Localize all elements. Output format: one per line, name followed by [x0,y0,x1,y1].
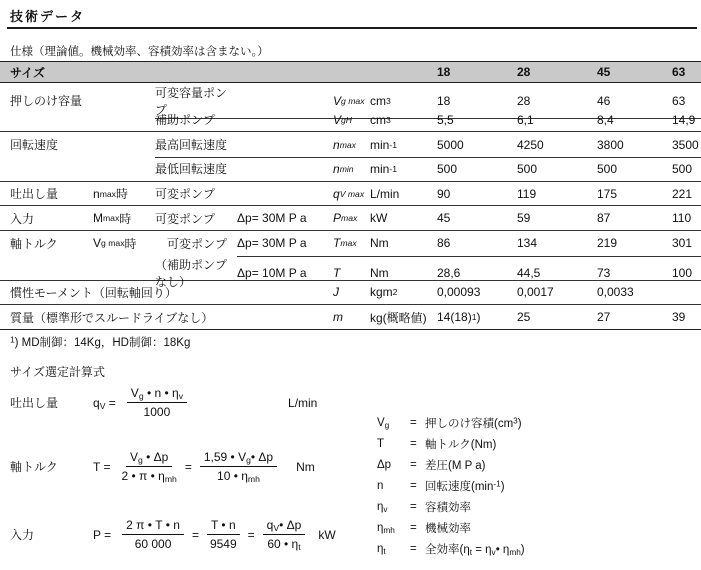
legend-definition: 押しのけ容積$(cm^3)$ [425,415,522,430]
table-row [0,182,701,207]
value-cell: 87 [597,211,611,226]
row-label: 入力 [10,211,35,226]
symbol-legend [377,412,525,559]
row-label: 質量（標準形でスルードライブなし） [10,310,214,325]
fraction-denominator: 9549 [209,537,237,551]
equals-sign: = [410,416,417,429]
equals-sign: = [410,458,417,471]
legend-symbol: $\eta_{mh}$ [377,521,395,535]
row-subitem: 可変容量ポンプ [155,83,237,119]
table-row [0,157,701,182]
row-symbol: n min [333,161,354,176]
fraction-denominator: 2 • π • $\eta_{mh}$ [121,469,177,485]
row-label: 軸トルク [10,236,58,251]
row-label: 押しのけ容量 [10,94,83,108]
row-symbol: P max [333,211,358,226]
row-unit: kW [370,211,388,226]
legend-item [377,433,525,454]
value-cell [672,281,701,305]
row-symbol: V g max [333,83,370,119]
formula-lhs: P = [93,527,112,542]
fraction-denominator: 60 • $\eta_t$ [267,537,301,553]
row-condition: M max 時 [93,211,132,226]
row-condition [93,157,155,181]
fraction-numerator: 2 π • T • n [122,518,184,535]
row-dp: Δp= 30M P a [237,211,307,226]
row-subitem: （補助ポンプなし） [155,257,228,289]
value-cell: 219 [597,231,672,257]
table-row [0,231,701,256]
legend-item [377,475,525,496]
row-unit: min -1 [370,132,437,158]
size-col-18: 18 [437,65,451,79]
row-unit: Nm [370,231,437,257]
footnote: $^1$) MD制御：14Kg，HD制御：18Kg [10,335,191,349]
legend-symbol: $\eta_v$ [377,500,388,514]
value-cell: 0,0017 [517,285,554,300]
table-row [0,305,701,330]
row-subitem: 可変ポンプ [155,211,216,226]
row-unit: cm 3 [370,83,437,119]
row-unit: kgm 2 [370,285,398,300]
row-label: 慣性モーメント（回転軸回り） [10,285,177,300]
value-cell: 28,6 [437,265,461,280]
legend-definition: 全効率($\eta_t$ = $\eta_v•$ $\eta_{mh}$) [425,543,525,557]
formula-unit: kW [318,527,336,542]
value-cell: 134 [517,231,597,257]
row-label [10,157,93,181]
value-cell: 4250 [517,132,597,158]
fraction [127,386,187,419]
value-cell: 500 [597,161,618,176]
value-cell: 3500 [672,132,701,158]
formula-unit: Nm [296,459,315,474]
value-cell: 175 [597,186,618,201]
row-subitem: 補助ポンプ [155,113,216,128]
row-condition: n max 時 [93,186,128,202]
equals-sign: = [410,479,417,492]
fraction-numerator: $V_g$ • n • $\eta_v$ [127,386,187,403]
value-cell: 100 [672,265,693,280]
equals-sign: = [247,527,255,542]
value-cell: 221 [672,186,693,201]
value-cell: 63 [672,83,701,119]
formula-lhs: $q_V$ = [93,395,116,411]
fraction [121,450,176,483]
legend-item [377,454,525,475]
row-unit: min -1 [370,161,398,176]
value-cell: 18 [437,83,517,119]
fraction [122,518,184,551]
row-dp [237,157,333,181]
value-cell: 500 [437,161,458,176]
value-cell: 500 [672,161,693,176]
value-cell: 25 [517,310,531,325]
value-cell: 14(18) 1 ) [437,310,481,325]
row-symbol: J [333,285,339,300]
legend-symbol: n [377,479,384,492]
spec-table [0,61,701,330]
value-cell: 0,0033 [597,285,634,300]
row-label [10,108,93,132]
fraction-denominator: 1000 [143,405,171,419]
row-condition: V g max 時 [93,236,137,251]
fraction-denominator: 10 • $\eta_{mh}$ [217,469,260,485]
equals-sign: = [410,542,417,555]
size-col-45: 45 [597,65,611,79]
page-title: 技術データ [10,9,86,24]
legend-definition: 容積効率 [425,501,471,514]
formula-power [10,518,336,551]
table-row [0,256,701,289]
size-col-63: 63 [672,65,686,79]
value-cell: 73 [597,265,611,280]
row-dp: Δp= 30M P a [237,231,333,257]
value-cell: 39 [672,310,686,325]
value-cell: 3800 [597,132,672,158]
row-unit: cm 3 [370,112,391,127]
row-symbol: T [333,265,341,280]
row-subitem: 可変ポンプ [167,236,228,251]
row-label: 回転速度 [10,138,59,153]
table-row [0,206,701,231]
fraction-numerator: T • n [207,518,240,535]
row-unit: kg(概略値) [370,310,427,325]
value-cell: 8,4 [597,112,614,127]
fraction-numerator: $q_V•$ Δp [263,518,306,535]
legend-symbol: $V_g$ [377,416,390,430]
size-col-28: 28 [517,65,531,79]
legend-item [377,538,525,559]
value-cell: 119 [517,186,537,201]
equals-sign: = [184,459,192,474]
row-dp [237,182,333,206]
fraction-numerator: $V_g$ • Δp [126,450,172,467]
value-cell: 28 [517,83,597,119]
table-header-row [0,61,701,83]
legend-symbol: Δp [377,458,392,471]
value-cell: 14,9 [672,112,696,127]
fraction [200,450,277,483]
formula-label: 吐出し量 [10,396,59,410]
row-dp: Δp= 10M P a [237,265,307,280]
legend-item [377,496,525,517]
spec-note: 仕様（理論値。機械効率、容積効率は含まない。） [10,46,269,58]
fraction [207,518,240,551]
row-unit: L/min [370,186,400,201]
legend-definition: 機械効率 [425,522,471,535]
row-condition [93,132,155,157]
fraction-denominator: 60 000 [134,537,172,551]
value-cell: 6,1 [517,112,534,127]
title-divider [7,27,697,29]
equals-sign: = [191,527,199,542]
row-dp [237,132,333,158]
value-cell: 5,5 [437,112,454,127]
row-symbol: q V max [333,186,365,201]
row-dp [237,108,333,132]
row-symbol: T max [333,231,370,257]
row-subitem: 最高回転速度 [155,132,237,158]
row-symbol: V gH [333,112,353,127]
row-unit: Nm [370,265,389,280]
value-cell: 44,5 [517,265,541,280]
legend-definition: 回転速度$(\min^{-1})$ [425,478,505,493]
formulas-section-title: サイズ選定計算式 [10,365,106,379]
value-cell: 0,00093 [437,285,481,300]
legend-definition: 軸トルク(Nm) [425,438,497,451]
value-cell: 59 [517,211,531,226]
row-subitem: 可変ポンプ [155,187,216,202]
size-header-label: サイズ [10,65,46,80]
formula-flow [10,386,317,419]
value-cell: 110 [672,211,692,226]
fraction [263,518,306,551]
formula-label: 軸トルク [10,460,58,474]
value-cell: 5000 [437,132,517,158]
value-cell: 90 [437,186,451,201]
equals-sign: = [410,521,417,534]
equals-sign: = [410,500,417,513]
legend-symbol: T [377,437,385,450]
legend-item [377,412,525,433]
row-condition [93,108,155,132]
fraction-numerator: 1,59 • $V_g•$ Δp [200,450,277,467]
row-symbol: n max [333,132,370,158]
value-cell: 500 [517,161,538,176]
table-row [0,281,701,306]
table-row [0,108,701,133]
legend-item [377,517,525,538]
value-cell: 46 [597,83,672,119]
formula-label: 入力 [10,528,35,542]
table-row [0,83,701,117]
row-label: 吐出し量 [10,187,59,202]
value-cell: 27 [597,310,611,325]
row-symbol: m [333,310,343,325]
equals-sign: = [410,437,417,450]
table-row [0,132,701,157]
legend-definition: 差圧(M P a) [425,459,486,472]
formula-lhs: T = [93,459,111,474]
formula-unit: L/min [288,395,318,410]
value-cell: 86 [437,231,517,257]
row-subitem: 最低回転速度 [155,162,228,177]
formula-torque [10,450,315,483]
value-cell: 301 [672,231,701,257]
value-cell: 45 [437,211,451,226]
legend-symbol: $\eta_t$ [377,542,386,556]
